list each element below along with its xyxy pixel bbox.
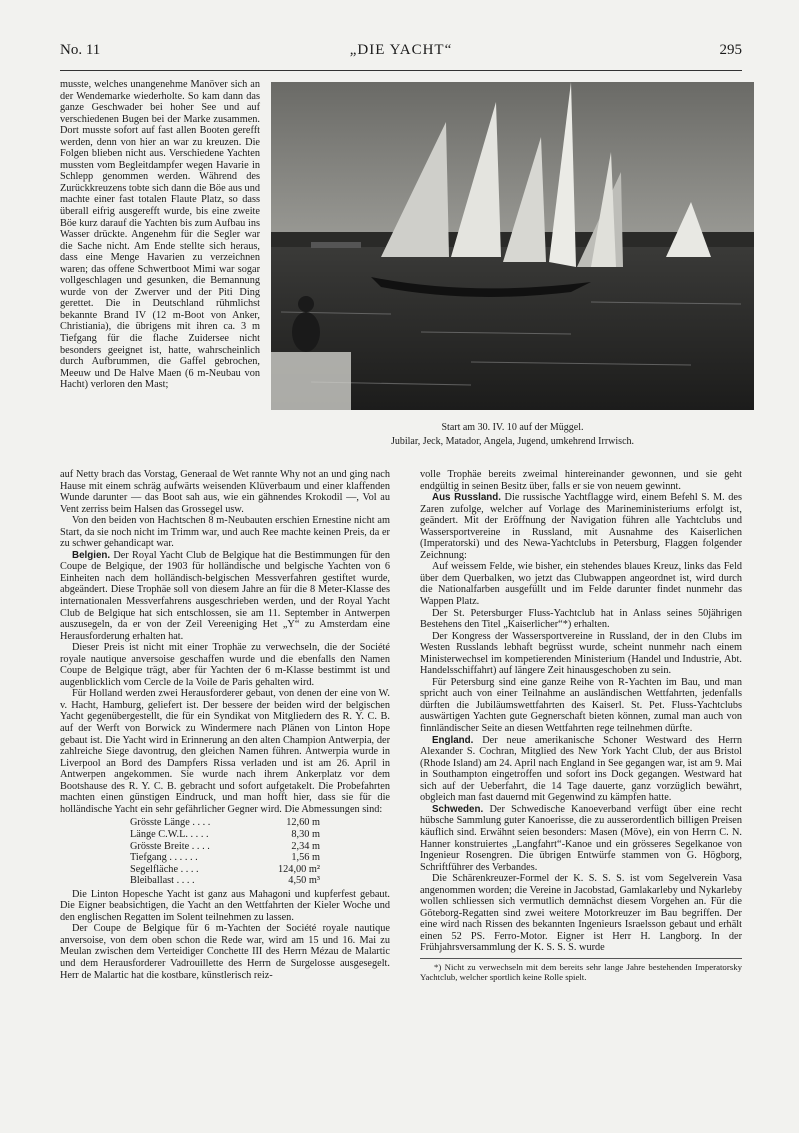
page-number: 295 <box>719 42 742 58</box>
photo-caption-names: Jubilar, Jeck, Matador, Angela, Jugend, umkehrend Irrwisch. <box>390 436 635 447</box>
section-belgien <box>60 550 390 642</box>
dimension-row: Bleiballast . . . . 4,50 m³ <box>130 875 320 887</box>
regatta-photo <box>271 82 754 410</box>
page-header <box>60 42 742 66</box>
journal-title: „DIE YACHT“ <box>349 42 453 58</box>
paragraph: Für Holland werden zwei Herausforderer gebaut, von denen der eine von W. v. Hacht, Hamburg, geliefert ist. Der bessere der beiden wird der belgischen Yacht gegenübergestellt, die für ein Syndikat von Mitgliedern des R. Y. C. B. auf der Werft von Borwick zu Windermere nach Plänen von Linton Hope gebaut ist. Die Yacht wird in Erinnerung an den alten Champion Antwerpia, der zahlreiche Siege davontrug, den gleichen Namen führen. Antwerpia wurde in Liverpool an Bord des Dampfers Rissa verladen und ist am 26. April in Antwerpen angekommen. Sie wurde nach ihrem Ankerplatz vor dem Bootshause des R. Y. C. B. gebracht und sofort aufgetakelt. Die Probefahrten machten einen günstigen Eindruck, und man hofft hier, dass sie für die holländische Yacht ein sehr gefährlicher Gegner wird. Die Abmessungen sind: <box>60 688 390 815</box>
dimensions-table <box>60 817 390 886</box>
section-england <box>420 735 742 804</box>
dimension-row: Tiefgang . . . . . . 1,56 m <box>130 852 320 864</box>
footnote: *) Nicht zu verwechseln mit dem bereits sehr lange Jahre bestehenden Imperatorsky Yachtclub, welcher sportlich keine Rolle spielt. <box>420 958 742 982</box>
dimension-row: Grösste Breite . . . . 2,34 m <box>130 840 320 852</box>
paragraph: Der Kongress der Wassersportvereine in Russland, der in den Clubs im Westen Russlands lebhaft begrüsst wurde, scheint nunmehr nach einem Ministerwechsel im kompetierenden Ministerium (Handel und Industrie, Abt. Handelsschiffahrt) auf längere Zeit hinausgeschoben zu sein. <box>420 630 742 677</box>
sailboats-illustration <box>271 82 754 410</box>
section-label: Belgien. <box>72 549 111 561</box>
paragraph: Für Petersburg sind eine ganze Reihe von R-Yachten im Bau, und man spricht auch von einer Teilnahme an ausländischen Wettfahrten, jedenfalls dürften die Jubiläumswettfahrten des Kaiserl. St. Pet. Fluss-Yachtclubs auswärtigen Yachten gute Gegnerschaft bieten können, zumal man auch von finnländischer Seite an diesen Wettfahrten rege teilnehmen dürfte. <box>420 676 742 735</box>
photo-caption-title: Start am 30. IV. 10 auf der Müggel. <box>441 422 584 433</box>
left-column <box>60 469 390 981</box>
header-rule <box>60 70 742 71</box>
section-text: Der Royal Yacht Club de Belgique hat die Bestimmungen für den Coupe de Belgique, der 1903 für holländische und belgische Yachten von 6 Einheiten nach dem holländisch-belgischen Messverfahren gestiftet wurde, abgeändert. Diese Trophäe soll von diesem Jahre an für die 8 Meter-Klasse des internationalen Messverfahrens ausgeschrieben werden, und der Royal Yacht Club de Belgique hat sich entschlossen, sie am 11. September in Antwerpen auszusegeln, da er von der Zeil Vereeniging Het „Y“ zu Amsterdam eine Herausforderung erhalten hat. <box>60 549 390 642</box>
section-text: Die russische Yachtflagge wird, einem Befehl S. M. des Zaren zufolge, welcher auf Vorlage des Marineministeriums erfolgt ist, geändert. Mit der Eröffnung der Navigation führen alle Yachtclubs und Wassersportvereine in Russland, mit Ausnahme des Kaiserlichen (Imperatorski) und des Newa-Yachtclubs in Petersburg, Flaggen folgender Zeichnung: <box>420 492 743 561</box>
paragraph: Dieser Preis ist nicht mit einer Trophäe zu verwechseln, die der Société royale nautique anversoise geschaffen wurde und die ebenfalls den Namen Coupe de Belgique trägt, aber für Yachten der 6 m-Klasse bestimmt ist und augenblicklich vom Cercle de la Voile de Paris gehalten wird. <box>60 642 390 688</box>
paragraph: musste, welches unangenehme Manöver sich an der Wendemarke wiederholte. So kam dann das ganze Geschwader bei hoher See und auf verschiedenen Bugen bei der Marke zusammen. Dort musste sofort auf fast allen Booten gerefft werden, denn von hier an war zu kreuzen. Die Folgen blieben nicht aus. Verschiedene Yachten mussten vom Begleitdampfer wegen Havarie in Schlepp genommen werden. Während des Zurückkreuzens tobte sich dann die Böe aus und machte einer fast totalen Flaute Platz, so dass überall eifrig ausgerefft wurde, bis eine zweite Böe kurz darauf die Yachten bis zum Aufbau ins Wasser drückte. Angenehm für die Segler war die Sache nicht. Am Ende stellte sich heraus, dass eine Menge Havarien zu verzeichnen waren; das offene Schwertboot Mimi war sogar vollgeschlagen und gesunken, die Bemannung wurde von der Zwerver und der Piti Ding gerettet. Die in Deutschland rühmlichst bekannte Brand IV (12 m-Boot von Anker, Christiania), die übrigens mit ihren ca. 3 m Tiefgang für die flache Zuidersee nicht besonders geeignet ist, hatte, wahrscheinlich durch Aufbrummen, die Gaffel gebrochen, Meeuw und De Halve Maen (6 m-Neubau von Hacht) verloren den Mast; <box>60 79 260 391</box>
section-label: Schweden. <box>432 803 484 815</box>
section-label: Aus Russland. <box>432 492 501 504</box>
section-schweden <box>420 804 742 873</box>
right-column <box>420 469 742 982</box>
section-label: England. <box>432 734 474 746</box>
paragraph: Der Coupe de Belgique für 6 m-Yachten der Société royale nautique anversoise, von dem oben schon die Rede war, wird am 15 und 16. Mai zu Meulan zwischen dem Verteidiger Conchette III des Herrn Mézau de Malartic und dem Herausforderer Vadrouillette des Herrn de Surgelosse ausgesegelt. Herr de Malartic hat die kostbare, künstlerisch reiz- <box>60 923 390 981</box>
paragraph: Die Schärenkreuzer-Formel der K. S. S. S. ist vom Segelverein Vasa angenommen worden; die Vereine in Jacobstad, Gamlakarleby und Nykarleby wollen schliessen sich vermutlich demnächst diesem Vorgehen an. Für die Göteborg-Regatten sind zwei weitere Motorkreuzer im Bau begriffen. Der eine wird nach Rissen des bekannten Ingenieurs Israelsson gebaut und erhält einen 52 PS. Ferro-Motor. Eigner ist Herr H. Langborg. In der Frühjahrsversammlung der K. S. S. S. wurde <box>420 873 742 954</box>
left-top-column <box>60 79 260 391</box>
section-text: Der neue amerikanische Schoner Westward des Herrn Alexander S. Cochran, Mitglied des New York Yacht Club, der aus Bristol (Rhode Island) am 24. April nach England in See gegangen war, ist am 9. Mai in Southampton eingetroffen und sofort ins Dock gegangen. Westward hat sich auf der Ueberfahrt, die 14 Tage dauerte, ganz vorzüglich bewährt, obgleich man fast dauernd mit Gegenwind zu kämpfen hatte. <box>420 734 742 804</box>
dimension-row: Segelfläche . . . . 124,00 m² <box>130 863 320 875</box>
paragraph: Auf weissem Felde, wie bisher, ein stehendes blaues Kreuz, links das Feld über dem Querbalken, wo jetzt das Clubwappen angeordnet ist, wird durch die Nationalfarben ausgefüllt und im Felde darunter findet nunmehr das Wappen Platz. <box>420 561 742 608</box>
paragraph: volle Trophäe bereits zweimal hintereinander gewonnen, und sie geht endgültig in seinen Besitz über, falls er sie von neuem gewinnt. <box>420 469 742 492</box>
paragraph: Die Linton Hopesche Yacht ist ganz aus Mahagoni und kupferfest gebaut. Die Eigner beabsichtigen, die Yacht an den Wettfahrten der Kieler Woche und den englischen Regatten im Solent teilnehmen zu lassen. <box>60 888 390 923</box>
dimension-row: Länge C.W.L. . . . . 8,30 m <box>130 828 320 840</box>
issue-number: No. 11 <box>60 42 101 58</box>
section-russland <box>420 492 742 561</box>
paragraph: Der St. Petersburger Fluss-Yachtclub hat in Anlass seines 50jährigen Bestehens den Titel „Kaiserlicher“*) erhalten. <box>420 607 742 631</box>
dimension-row: Grösste Länge . . . . 12,60 m <box>130 817 320 829</box>
paragraph: Von den beiden von Hachtschen 8 m-Neubauten erschien Ernestine nicht am Start, da sie noch nicht im Trimm war, und auch Ree machte keinen Preis, da er zu schwer gehandicapt war. <box>60 515 390 550</box>
paragraph: auf Netty brach das Vorstag, Generaal de Wet rannte Why not an und ging nach Hause mit einem schräg aufwärts weisenden Klüverbaum und einer klaffenden Wunde darunter — das Boot sah aus, wie ein gähnendes Krokodil —, Vol au Vent zerriss beim Halsen das Grossegel usw. <box>60 469 390 515</box>
section-text: Der Schwedische Kanoeverband verfügt über eine recht hübsche Sammlung guter Kanoerisse, die zu ausserordentlich billigen Preisen käuflich sind. Erwähnt seien besonders: Masen (Möve), ein von Herrn C. N. Hanner konstruiertes „Langfahrt“-Kanoe und ein grösseres Segelkanoe von Ingenieur Rosengren. Die übrigen Entwürfe stammen von G. Högborg, Schriftführer des Verbandes. <box>420 803 742 873</box>
